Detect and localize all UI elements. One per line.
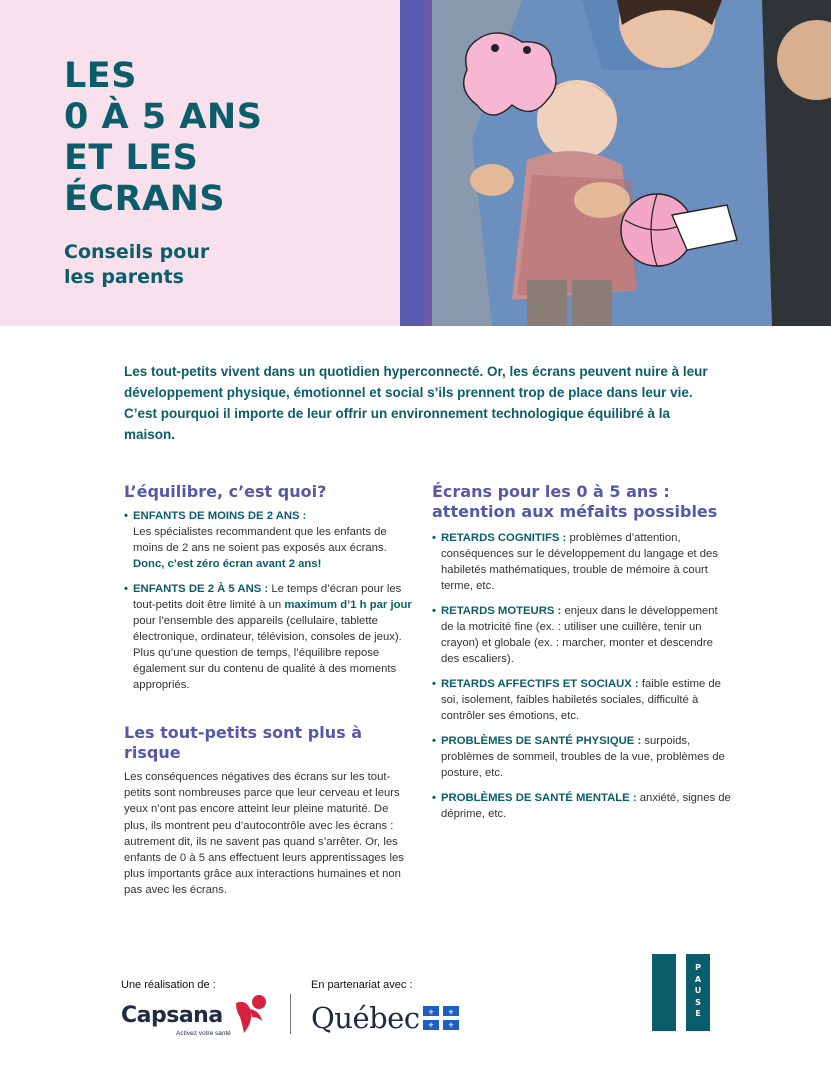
item-emphasis: Donc, c’est zéro écran avant 2 ans! xyxy=(133,558,322,570)
item-text: faible estime de soi, isolement, faibles habiletés sociales, difficulté à contrôler ses émotions, etc. xyxy=(441,678,721,722)
item-text: enjeux dans le développement de la motricité fine (ex. : utiliser une cuillère, tenir un crayon) et globale (ex. : marcher, monter et descendre des escaliers). xyxy=(441,605,718,665)
item-text: pour l’ensemble des appareils (cellulaire, tablette électronique, ordinateur, télévision, consoles de jeux). Plus qu’une question de temps, l’équilibre repose également sur du contenu de qualité à des moments appropriés. xyxy=(133,615,402,691)
item-label: RETARDS AFFECTIFS ET SOCIAUX : xyxy=(441,678,639,690)
list-item xyxy=(432,733,732,781)
item-label: ENFANTS DE 2 À 5 ANS : xyxy=(133,583,269,595)
item-label: PROBLÈMES DE SANTÉ PHYSIQUE : xyxy=(441,735,642,747)
item-text: problèmes d’attention, conséquences sur le développement du langage et des habiletés mathématiques, trouble de mémoire à court terme, etc. xyxy=(441,532,718,592)
svg-text:⚜: ⚜ xyxy=(427,1021,435,1030)
section-title-harms: Écrans pour les 0 à 5 ans : attention aux méfaits possibles xyxy=(432,482,718,521)
item-text: surpoids, problèmes de sommeil, troubles de la vue, problèmes de posture, etc. xyxy=(441,735,725,779)
left-column xyxy=(124,482,414,899)
item-text: anxiété, signes de déprime, etc. xyxy=(441,792,731,820)
list-item xyxy=(124,581,414,693)
item-label: RETARDS COGNITIFS : xyxy=(441,532,567,544)
item-emphasis: maximum d’1 h par jour xyxy=(284,599,412,611)
pause-logo-text xyxy=(686,962,710,1020)
item-label: PROBLÈMES DE SANTÉ MENTALE : xyxy=(441,792,637,804)
quebec-flag-icon xyxy=(423,1006,459,1035)
balance-list xyxy=(124,508,414,693)
section-title-balance: L’équilibre, c’est quoi? xyxy=(124,482,327,501)
capsana-mark-icon xyxy=(232,993,272,1042)
header-accent-bar-inner xyxy=(424,0,432,326)
pause-letter: E xyxy=(695,1009,701,1018)
list-item xyxy=(432,676,732,724)
risk-paragraph: Les conséquences négatives des écrans sur les tout-petits sont nombreuses parce que leur cerveau et leurs yeux n’ont pas encore atteint leur pleine maturité. De plus, ils montrent peu d’autocontrôle avec les écrans : autrement dit, ils ne savent pas quand s’arrêter. Or, les enfants de 0 à 5 ans effectuent leurs apprentissages les plus importants grâce aux interactions humaines et non pas avec les écrans. xyxy=(124,771,404,897)
list-item xyxy=(432,603,732,667)
title-line: 0 À 5 ANS xyxy=(64,97,263,137)
right-column xyxy=(432,482,732,831)
footer-divider xyxy=(290,994,291,1034)
pause-logo-bar-left xyxy=(652,954,676,1031)
capsana-tagline: Activez votre santé xyxy=(176,1030,231,1037)
page-title xyxy=(64,56,384,220)
item-label: ENFANTS DE MOINS DE 2 ANS : xyxy=(133,510,307,522)
pause-letter: P xyxy=(695,963,701,972)
list-item xyxy=(124,508,414,572)
pause-letter: S xyxy=(695,997,701,1007)
quebec-logo: Québec xyxy=(311,1001,420,1035)
svg-text:⚜: ⚜ xyxy=(447,1008,455,1017)
title-line: ÉCRANS xyxy=(64,179,226,219)
svg-text:⚜: ⚜ xyxy=(447,1021,455,1030)
list-item xyxy=(432,530,732,594)
partenariat-label: En partenariat avec : xyxy=(311,979,413,991)
subtitle-line: Conseils pour xyxy=(64,241,210,263)
item-text: Les spécialistes recommandent que les enfants de moins de 2 ans ne soient pas exposés aux écrans. xyxy=(133,526,387,554)
item-label: RETARDS MOTEURS : xyxy=(441,605,562,617)
title-line: ET LES xyxy=(64,138,199,178)
title-line: LES xyxy=(64,56,137,96)
page-subtitle xyxy=(64,240,364,290)
harms-list xyxy=(432,530,732,822)
capsana-logo: Capsana xyxy=(121,1003,223,1028)
subtitle-line: les parents xyxy=(64,266,184,288)
pause-letter: U xyxy=(694,986,702,995)
list-item xyxy=(432,790,732,822)
section-title-risk: Les tout-petits sont plus à risque xyxy=(124,723,362,762)
item-text: Le temps d’écran pour les tout-petits doit être limité à un xyxy=(133,583,402,611)
pause-letter: A xyxy=(694,974,702,984)
intro-paragraph: Les tout-petits vivent dans un quotidien hyperconnecté. Or, les écrans peuvent nuire à leur développement physique, émotionnel et social s’ils prennent trop de place dans leur vie. C’est pourquoi il importe de leur offrir un environnement technologique équilibré à la maison. xyxy=(124,364,708,442)
svg-text:⚜: ⚜ xyxy=(427,1008,435,1017)
realisation-label: Une réalisation de : xyxy=(121,979,216,991)
header-photo xyxy=(432,0,831,326)
